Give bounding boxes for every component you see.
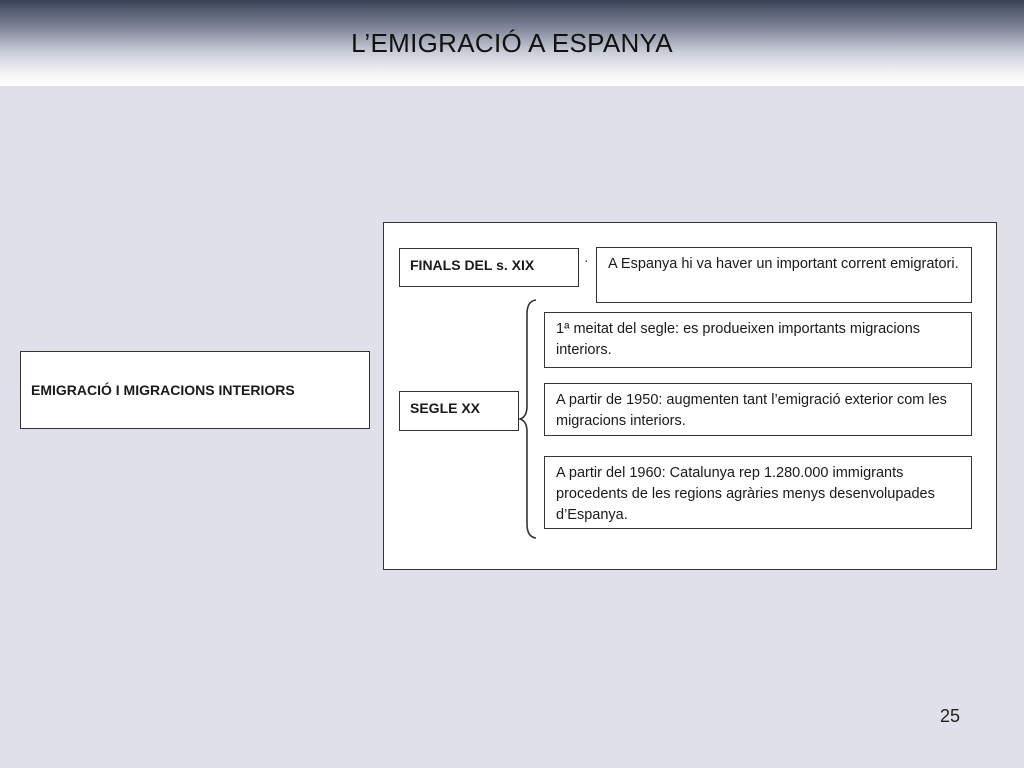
curly-brace bbox=[518, 298, 544, 540]
page-number: 25 bbox=[940, 706, 961, 726]
period-label-finals-xix: FINALS DEL s. XIX bbox=[399, 248, 579, 287]
segle-xx-item-first-half: 1ª meitat del segle: es produeixen importants migracions interiors. bbox=[544, 312, 972, 368]
period-text-emigration: A Espanya hi va haver un important corrent emigratori. bbox=[596, 247, 972, 303]
separator-dot: · bbox=[584, 252, 589, 268]
slide-title: L’EMIGRACIÓ A ESPANYA bbox=[351, 28, 673, 58]
segle-xx-item-from-1960: A partir del 1960: Catalunya rep 1.280.000 immigrants procedents de les regions agràries menys desenvolupades d’Espanya. bbox=[544, 456, 972, 529]
segle-xx-item-from-1950: A partir de 1950: augmenten tant l’emigració exterior com les migracions interiors. bbox=[544, 383, 972, 436]
period-label-segle-xx: SEGLE XX bbox=[399, 391, 519, 431]
main-topic-box: EMIGRACIÓ I MIGRACIONS INTERIORS bbox=[20, 351, 370, 429]
